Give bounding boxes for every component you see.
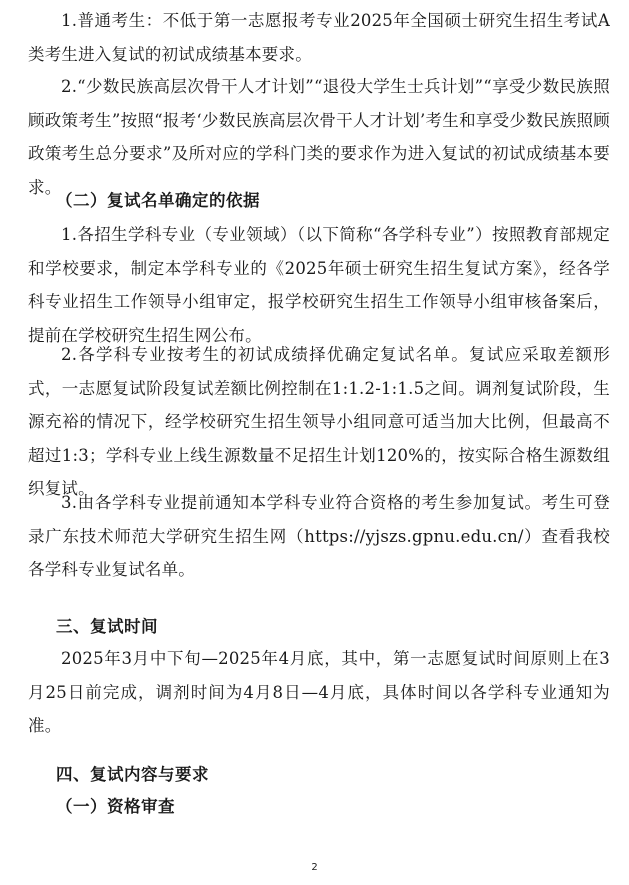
paragraph-regular-candidates: 1.普通考生：不低于第一志愿报考专业2025年全国硕士研究生招生考试A类考生进入复试的初试成绩基本要求。 bbox=[28, 11, 610, 64]
heading-interview-content: 四、复试内容与要求 bbox=[56, 765, 209, 784]
page-number: 2 bbox=[311, 862, 318, 873]
heading-list-basis: （二）复试名单确定的依据 bbox=[56, 191, 260, 210]
paragraph-interview-time: 2025年3月中下旬—2025年4月底，其中，第一志愿复试时间原则上在3月25日前完成，调剂时间为4月8日—4月底，具体时间以各学科专业通知为准。 bbox=[28, 649, 610, 735]
paragraph-basis-1: 1.各招生学科专业（专业领域）（以下简称“各学科专业”）按照教育部规定和学校要求，制定本学科专业的《2025年硕士研究生招生复试方案》，经各学科专业招生工作领导小组审定，报学校研究生招生工作领导小组审核备案后，提前在学校研究生招生网公布。 bbox=[28, 225, 610, 345]
heading-interview-time: 三、复试时间 bbox=[56, 617, 158, 636]
paragraph-special-plans: 2.“少数民族高层次骨干人才计划”“退役大学生士兵计划”“享受少数民族照顾政策考生”按照“报考‘少数民族高层次骨干人才计划’考生和享受少数民族照顾政策考生总分要求”及所对应的学科门类的要求作为进入复试的初试成绩基本要求。 bbox=[28, 77, 610, 197]
paragraph-basis-2: 2.各学科专业按考生的初试成绩择优确定复试名单。复试应采取差额形式，一志愿复试阶段复试差额比例控制在1:1.2-1:1.5之间。调剂复试阶段，生源充裕的情况下，经学校研究生招生领导小组同意可适当加大比例，但最高不超过1:3；学科专业上线生源数量不足招生计划120%的，按实际合格生源数组织复试。 bbox=[28, 345, 610, 498]
heading-qualification-review: （一）资格审查 bbox=[56, 797, 175, 816]
paragraph-basis-3: 3.由各学科专业提前通知本学科专业符合资格的考生参加复试。考生可登录广东技术师范大学研究生招生网（https://yjszs.gpnu.edu.cn/）查看我校各学科专业复试名单。 bbox=[28, 493, 610, 579]
